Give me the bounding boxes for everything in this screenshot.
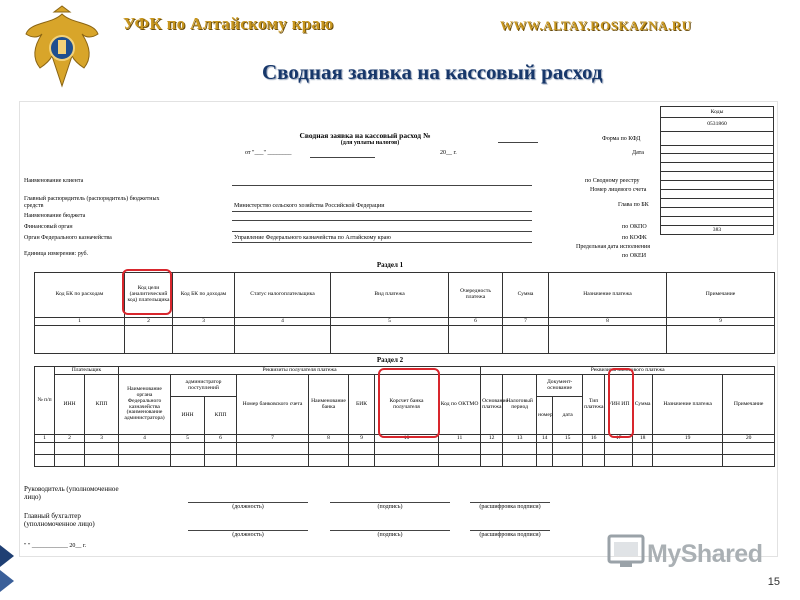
website-link[interactable]: WWW.ALTAY.ROSKAZNA.RU <box>500 18 692 33</box>
org-name: УФК по Алтайскому краю <box>123 14 334 33</box>
s2-num-11: 12 <box>481 435 503 443</box>
s1-header-4: Вид платежа <box>331 273 449 318</box>
decorative-arrow-icon <box>0 540 30 600</box>
s1-num-6: 7 <box>503 318 549 326</box>
s1-header-0: Код БК по расходам <box>35 273 125 318</box>
field-treasury-label: Орган Федерального казначейства <box>24 235 112 241</box>
s2-num-8: 9 <box>349 435 375 443</box>
highlight-uin <box>608 368 634 438</box>
section1-title: Раздел 1 <box>376 261 404 269</box>
form-sheet <box>20 102 777 556</box>
s2-header-1: ИНН <box>55 375 85 435</box>
field-unit-label: Единица измерения: руб. <box>24 251 89 257</box>
s1-num-7: 8 <box>549 318 667 326</box>
field-client-label: Наименование клиента <box>24 178 84 184</box>
s1-header-1: Код цели (аналитический код) плательщика <box>125 273 173 318</box>
s2-header-14: дата <box>553 397 583 435</box>
signature-signature-2: (подпись) <box>377 532 403 538</box>
okei-value: 383 <box>661 226 774 235</box>
signature-head-label: Руководитель (уполномоченное лицо) <box>24 485 119 501</box>
codes-header: Коды <box>661 107 774 118</box>
s1-num-1: 2 <box>125 318 173 326</box>
slide-title: Сводная заявка на кассовый расход <box>262 60 603 84</box>
s2-header-7: Наименование банка <box>309 375 349 435</box>
s2-num-4: 5 <box>171 435 205 443</box>
signature-decoding-2: (расшифровка подписи) <box>479 532 541 538</box>
s2-num-13: 14 <box>537 435 553 443</box>
right-label-2: Глава по БК <box>618 202 649 208</box>
s2-header-8: БИК <box>349 375 375 435</box>
s2-doc-group: Документ-основание <box>537 375 583 397</box>
s2-admin-group: администратор поступлений <box>171 375 237 397</box>
s2-header-9: Корсчет банка получателя <box>375 375 439 435</box>
s2-num-14: 15 <box>553 435 583 443</box>
s1-header-7: Назначение платежа <box>549 273 667 318</box>
code-date-cell[interactable] <box>661 132 774 146</box>
s1-header-2: Код БК по доходам <box>173 273 235 318</box>
highlight-corr-account <box>378 368 440 438</box>
s2-header-11: Основание платежа <box>481 375 503 435</box>
s2-num-2: 3 <box>85 435 119 443</box>
signature-decoding-1: (расшифровка подписи) <box>479 504 541 510</box>
s1-data-cell[interactable] <box>35 326 125 354</box>
signature-accountant-label: Главный бухгалтер (уполномоченное лицо) <box>24 512 95 528</box>
s1-header-3: Статус налогоплательщика <box>235 273 331 318</box>
s1-num-8: 9 <box>667 318 775 326</box>
s2-header-17: Сумма <box>633 375 653 435</box>
s2-num-17: 18 <box>633 435 653 443</box>
s2-data-cell[interactable] <box>35 443 55 455</box>
s1-num-5: 6 <box>449 318 503 326</box>
signature-signature-1: (подпись) <box>377 504 403 510</box>
right-label-3: по ОКПО <box>622 224 647 230</box>
field-manager-value: Министерство сельского хозяйства Российской Федерации <box>234 203 385 209</box>
form-date-from: от "___" ________ <box>245 150 292 156</box>
s2-num-9: 10 <box>375 435 439 443</box>
form-title: Сводная заявка на кассовый расход № <box>299 131 431 140</box>
s2-num-15: 16 <box>583 435 605 443</box>
watermark-text: MyShared <box>647 540 763 568</box>
s2-num-6: 7 <box>237 435 309 443</box>
s1-header-6: Сумма <box>503 273 549 318</box>
s2-header-13: номер <box>537 397 553 435</box>
signature-position-2: (должность) <box>232 532 264 538</box>
form-year: 20__ г. <box>440 150 457 156</box>
right-label-5: Предельная дата исполнения <box>576 244 650 250</box>
s2-num-1: 2 <box>55 435 85 443</box>
form-subtitle: (для уплаты налогов) <box>340 140 400 146</box>
s2-num-12: 13 <box>503 435 537 443</box>
highlight-purpose-code <box>122 269 172 315</box>
s2-num-10: 11 <box>439 435 481 443</box>
field-manager-label: Главный распорядитель (распорядитель) бюджетных средств <box>24 196 160 209</box>
section2-title: Раздел 2 <box>376 356 404 364</box>
s2-num-19: 20 <box>723 435 775 443</box>
signature-date: " " ____________ 20__ г. <box>24 543 87 549</box>
okud-value: 0531860 <box>661 118 774 132</box>
codes-table <box>660 106 774 235</box>
s2-num-16: 17 <box>605 435 633 443</box>
s2-header-5: КПП <box>205 397 237 435</box>
s1-num-3: 4 <box>235 318 331 326</box>
s2-num-5: 6 <box>205 435 237 443</box>
okud-label: Форма по КФД <box>602 136 641 142</box>
s2-header-15: Тип платежа <box>583 375 605 435</box>
treasury-emblem-icon <box>22 4 102 94</box>
right-label-0: по Сводному реестру <box>585 178 640 184</box>
s2-header-10: Код по ОКТМО <box>439 375 481 435</box>
s2-group-tax: Реквизиты налогового платежа <box>481 367 775 375</box>
right-label-6: по ОКЕИ <box>622 253 647 259</box>
field-treasury-value: Управление Федерального казначейства по Алтайскому краю <box>234 235 391 241</box>
field-finance-label: Финансовый орган <box>24 224 73 230</box>
s2-num-18: 19 <box>653 435 723 443</box>
s2-header-4: ИНН <box>171 397 205 435</box>
s2-header-3: Наименование органа Федерального казначейства (наименование администратора) <box>119 375 171 435</box>
page-number: 15 <box>767 576 780 588</box>
signature-position-1: (должность) <box>232 504 264 510</box>
s2-header-12: Налоговый период <box>503 375 537 435</box>
s2-header-2: КПП <box>85 375 119 435</box>
s1-num-4: 5 <box>331 318 449 326</box>
s2-header-6: Номер банковского счета <box>237 375 309 435</box>
s1-header-5: Очередность платежа <box>449 273 503 318</box>
s1-num-2: 3 <box>173 318 235 326</box>
s1-header-8: Примечание <box>667 273 775 318</box>
s2-num-3: 4 <box>119 435 171 443</box>
s1-num-0: 1 <box>35 318 125 326</box>
right-label-1: Номер лицевого счета <box>590 187 647 193</box>
s2-header-0: № п/п <box>35 367 55 435</box>
s2-header-18: Назначение платежа <box>653 375 723 435</box>
date-label: Дата <box>632 150 644 156</box>
s2-header-16: УИН ИП <box>605 375 633 435</box>
field-budget-label: Наименование бюджета <box>24 213 86 219</box>
s2-header-19: Примечание <box>723 375 775 435</box>
s2-group-payer: Плательщик <box>55 367 119 375</box>
right-label-4: по КОФК <box>622 235 647 241</box>
s2-group-recipient: Реквизиты получателя платежа <box>119 367 481 375</box>
s2-num-7: 8 <box>309 435 349 443</box>
s2-num-0: 1 <box>35 435 55 443</box>
